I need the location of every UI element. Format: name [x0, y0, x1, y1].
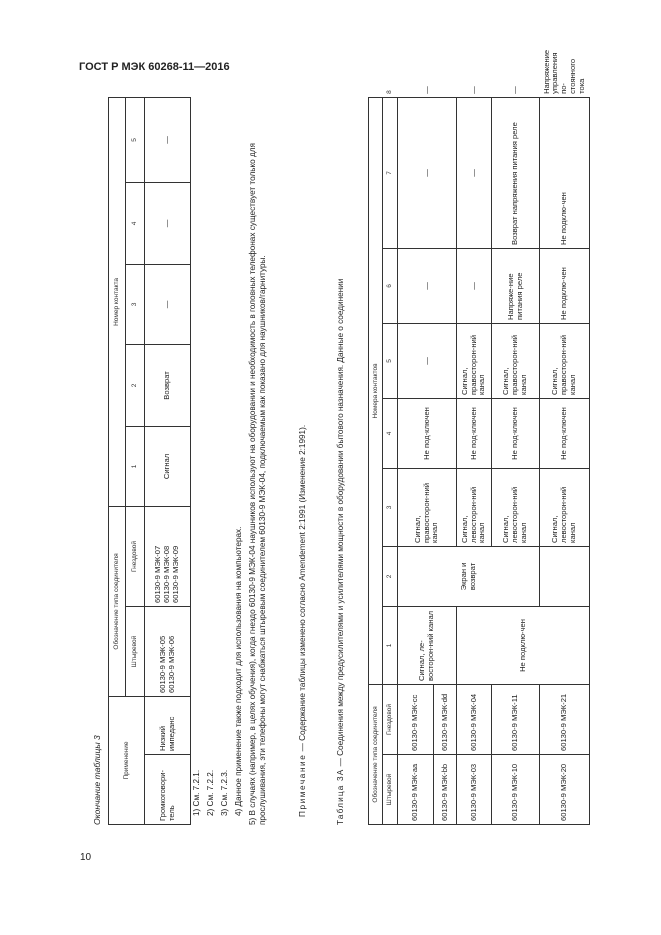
- cell-contact-5: Сигнал, правосторон-ний канал: [492, 323, 540, 398]
- header-contact-1: 1: [383, 606, 398, 684]
- note-label: Примечание: [298, 753, 307, 817]
- header-plug: Штыревой: [383, 755, 398, 825]
- header-contact-5: 5: [383, 323, 398, 398]
- page-number: 10: [80, 852, 92, 863]
- table-3a: Обозначение типа соединителя Номера контактов Штыревой Гнездовой 1 2 3 4 5 6 7 8 60130-9 МЭК-аа 60130-9 МЭК-сс Сигнал, ле-восторон-ний канал Экран и возврат Сигнал, правосторон-ний канал Не под-ключен — — — — 60130-9 МЭК-bb 60130-9 МЭК-dd 60130-9 МЭК-03 60130-9 МЭК-04 Не подклю-чен Сигнал, левосторон-ний канал Не под-ключен Сигнал, правосторон-ний канал — — — 60130-9 МЭК-10 60130-9 МЭК-11 Сигнал, левосторон-ний канал Не под-ключен Сигнал, правосторон-ний канал Напряже-ние питания реле Возврат напряжения питания реле — 60130-9 МЭК-20 60130-9 МЭК-21 Сигнал, левосторон-ний канал Не под-ключен Сигнал, правосторон-ний канал Не подклю-чен Не подклю-чен Напряжение управления по-стоянного тока: [368, 97, 590, 825]
- header-contact-numbers: Номера контактов: [369, 97, 383, 684]
- socket-value: 60130-9 МЭК-07: [153, 545, 163, 603]
- header-connector-designation: Обозначение типа соединителя: [369, 684, 383, 824]
- header-contact-3: 3: [383, 468, 398, 546]
- cell-contact-7: Возврат напряжения питания реле: [492, 97, 540, 248]
- cell-contact-3: Сигнал, левосторон-ний канал: [540, 468, 590, 546]
- cell-socket: 60130-9 МЭК-dd: [434, 684, 457, 754]
- table-row: 60130-9 МЭК-20 60130-9 МЭК-21 Сигнал, левосторон-ний канал Не под-ключен Сигнал, правосторон-ний канал Не подклю-чен Не подклю-чен Напряжение управления по-стоянного тока: [540, 97, 590, 824]
- cell-contact-3: Сигнал, левосторон-ний канал: [492, 468, 540, 546]
- footnote-2: 2) См. 7.2.2.: [206, 769, 215, 816]
- socket-value: 60130-9 МЭК-09: [170, 545, 180, 603]
- header-plug: Штыревой: [126, 606, 145, 696]
- table-row: [145, 97, 191, 824]
- cell-contact-4: Не под-ключен: [492, 398, 540, 468]
- cell-contact-6: —: [457, 248, 492, 323]
- cell-contact-4: Не под-ключен: [398, 398, 457, 468]
- cell-contact-6: Не подклю-чен: [540, 248, 590, 323]
- table-row: 60130-9 МЭК-10 60130-9 МЭК-11 Сигнал, левосторон-ний канал Не под-ключен Сигнал, правосторон-ний канал Напряже-ние питания реле Возврат напряжения питания реле —: [492, 97, 540, 824]
- table-3-continuation: [108, 97, 191, 825]
- header-contact-3: 3: [126, 264, 145, 344]
- header-socket: Гнездовой: [126, 506, 145, 606]
- header-connector-designation: Обозначение типа соединителя: [109, 506, 126, 696]
- cell-socket: 60130-9 МЭК-11: [492, 684, 540, 754]
- header-contact-2: 2: [126, 344, 145, 426]
- footnote-5: 5) В случаях (например, в целях обучения), когда гнездо 60130-9 МЭК-04 наушников используют на оборудовании и необходимость в головных телефонах существует только для прослушивания, эти телефоны могут снабжаться штыревым соединителем 60130-9 МЭК-04, подключаемым как показано для наушников/гарнитуры.: [248, 143, 268, 825]
- cell-contact-2: Экран и возврат: [398, 546, 540, 606]
- cell-plug: [145, 606, 191, 696]
- table-note: [298, 425, 307, 817]
- header-application: Применение: [109, 696, 145, 824]
- header-contact-4: 4: [126, 182, 145, 264]
- table-row: 60130-9 МЭК-03 60130-9 МЭК-04 Не подклю-чен Сигнал, левосторон-ний канал Не под-ключен Сигнал, правосторон-ний канал — — —: [457, 97, 492, 824]
- cell-contact-7: —: [398, 97, 457, 248]
- cell-plug: 60130-9 МЭК-10: [492, 755, 540, 825]
- cell-contact-3: —: [145, 264, 191, 344]
- header-contact-1: 1: [126, 426, 145, 506]
- header-contact-6: 6: [383, 248, 398, 323]
- cell-socket: [145, 506, 191, 606]
- footnote-4: 4) Данное применение также подходит для использования на компьютерах.: [234, 526, 243, 816]
- cell-socket: 60130-9 МЭК-сс: [398, 684, 434, 754]
- plug-value: 60130-9 МЭК-05: [157, 635, 167, 693]
- cell-contact-4: Не под-ключен: [457, 398, 492, 468]
- cell-contact-1: Сигнал, ле-восторон-ний канал: [398, 606, 457, 684]
- plug-value: 60130-9 МЭК-06: [166, 635, 176, 693]
- cell-impedance: Низкий импеданс: [145, 696, 191, 754]
- cell-contact-3: Сигнал, правосторон-ний канал: [398, 468, 457, 546]
- header-socket: Гнездовой: [383, 684, 398, 754]
- cell-plug: 60130-9 МЭК-20: [540, 755, 590, 825]
- cell-contact-6: Напряже-ние питания реле: [492, 248, 540, 323]
- cell-contact-5: Сигнал, правосторон-ний канал: [457, 323, 492, 398]
- cell-socket: 60130-9 МЭК-04: [457, 684, 492, 754]
- socket-value: 60130-9 МЭК-08: [162, 545, 172, 603]
- cell-contact-2: Возврат: [145, 344, 191, 426]
- table-3a-caption: [336, 98, 346, 825]
- header-contact-number: Номер контакта: [109, 97, 126, 506]
- header-contact-2: 2: [383, 546, 398, 606]
- footnote-3: 3) См. 7.2.3.: [220, 769, 229, 816]
- caption-label: Таблица 3А: [336, 768, 345, 825]
- table-continuation-label: Окончание таблицы 3: [92, 735, 102, 825]
- cell-contact-2: [540, 546, 590, 606]
- cell-socket: 60130-9 МЭК-21: [540, 684, 590, 754]
- cell-plug: 60130-9 МЭК-03: [457, 755, 492, 825]
- cell-application: Громкоговори-тель: [145, 755, 191, 825]
- cell-contact-4: Не под-ключен: [540, 398, 590, 468]
- cell-contact-1: Сигнал: [145, 426, 191, 506]
- cell-contact-5: Сигнал, правосторон-ний канал: [540, 323, 590, 398]
- cell-plug: 60130-9 МЭК-bb: [434, 755, 457, 825]
- cell-contact-3: Сигнал, левосторон-ний канал: [457, 468, 492, 546]
- cell-contact-6: —: [398, 248, 457, 323]
- cell-contact-7: Не подклю-чен: [540, 97, 590, 248]
- header-contact-4: 4: [383, 398, 398, 468]
- document-header: ГОСТ Р МЭК 60268-11—2016: [79, 61, 230, 73]
- cell-contact-7: —: [457, 97, 492, 248]
- table-row: 60130-9 МЭК-аа 60130-9 МЭК-сс Сигнал, ле-восторон-ний канал Экран и возврат Сигнал, правосторон-ний канал Не под-ключен — — — —: [398, 97, 434, 824]
- caption-text: — Соединения между предусилителями и усилителями мощности в оборудовании бытового назначения. Данные о соединении: [336, 278, 345, 769]
- note-text: — Содержание таблицы изменено согласно Amendement 2:1991 (Изменение 2:1991).: [298, 424, 307, 754]
- cell-contact-1: Не подклю-чен: [457, 606, 590, 684]
- header-contact-5: 5: [126, 97, 145, 182]
- cell-contact-5: —: [398, 323, 457, 398]
- header-contact-7: 7: [383, 97, 398, 248]
- cell-plug: 60130-9 МЭК-аа: [398, 755, 434, 825]
- cell-contact-4: —: [145, 182, 191, 264]
- footnote-1: 1) См. 7.2.1.: [192, 769, 201, 816]
- cell-contact-5: —: [145, 97, 191, 182]
